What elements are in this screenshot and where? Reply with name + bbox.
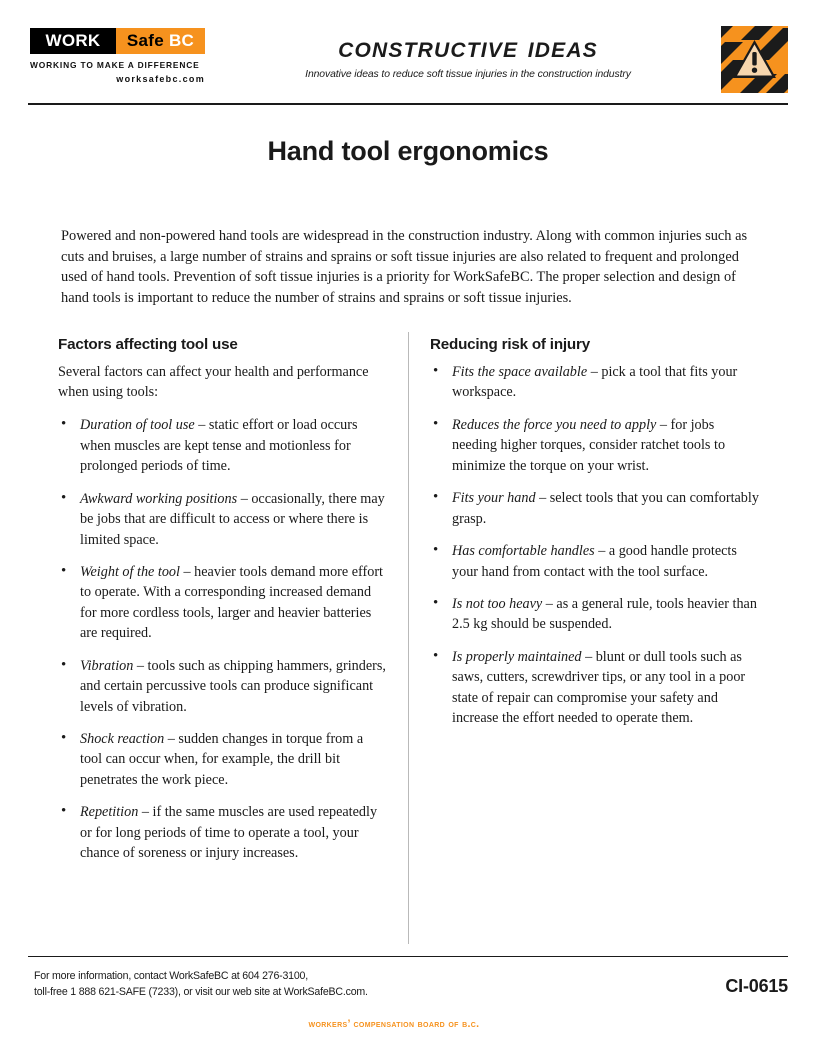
logo-website-url: worksafebc.com xyxy=(116,74,205,84)
list-item xyxy=(430,594,760,635)
bullet-text: – if the same muscles are used repeatedly or for long periods of time to operate a tool, your chance of soreness or injury increases. xyxy=(80,804,378,862)
page-title: Hand tool ergonomics xyxy=(267,136,549,166)
logo-word-safe: Safe xyxy=(126,31,164,50)
footer-contact-info xyxy=(34,968,594,1001)
column-factors-affecting-tool-use xyxy=(58,336,388,876)
bullet-text: – static effort or load occurs when muscles are kept tense and motionless for prolonged periods of time. xyxy=(80,417,358,475)
bullet-term: Is not too heavy xyxy=(452,595,543,612)
content-columns xyxy=(58,336,780,946)
column-reducing-risk-of-injury xyxy=(430,336,760,741)
page-header xyxy=(28,26,788,96)
list-item xyxy=(430,541,760,582)
page-footer xyxy=(34,968,788,1028)
bullet-text: – select tools that you can comfortably grasp. xyxy=(452,490,759,527)
list-item xyxy=(58,729,388,790)
logo-tagline: WORKING TO MAKE A DIFFERENCE xyxy=(30,60,200,70)
bullet-text: – occasionally, there may be jobs that are difficult to access or where there is limited space. xyxy=(80,490,385,548)
bullet-term: Awkward working positions xyxy=(80,490,238,507)
bullet-term: Has comfortable handles xyxy=(452,543,595,560)
masthead xyxy=(233,32,703,80)
bullet-term: Is properly maintained xyxy=(452,648,582,665)
list-item xyxy=(430,415,760,476)
list-item xyxy=(58,802,388,863)
list-item xyxy=(430,647,760,729)
right-bullet-list xyxy=(430,362,760,729)
bullet-text: – sudden changes in torque from a tool can occur when, for example, the drill bit penetrates the work piece. xyxy=(80,731,364,788)
masthead-subtitle: Innovative ideas to reduce soft tissue injuries in the construction industry xyxy=(305,68,631,80)
bullet-term: Duration of tool use xyxy=(80,417,195,434)
bullet-term: Reduces the force you need to apply xyxy=(452,416,657,433)
list-item xyxy=(58,415,388,476)
logo-wordmark xyxy=(30,28,205,54)
column-divider xyxy=(408,332,409,944)
publication-code: CI-0615 xyxy=(725,976,788,996)
bullet-term: Vibration xyxy=(80,657,134,674)
list-item xyxy=(58,489,388,550)
bullet-text: – tools such as chipping hammers, grinders, and certain percussive tools can produce significant levels of vibration. xyxy=(80,657,386,715)
bullet-text: – for jobs needing higher torques, consider ratchet tools to minimize the torque on your wrist. xyxy=(452,416,726,474)
left-column-heading: Factors affecting tool use xyxy=(58,336,238,353)
masthead-title: constructive ideas xyxy=(338,31,598,64)
footer-contact-line-2: toll-free 1 888 621-SAFE (7233), or visit our web site at WorkSafeBC.com. xyxy=(34,986,368,999)
bullet-text: – blunt or dull tools such as saws, cutters, screwdriver tips, or any tool in a poor state of repair can compromise your safety and increase the effort needed to operate them. xyxy=(452,648,746,727)
footer-divider xyxy=(28,956,788,957)
bullet-text: – as a general rule, tools heavier than 2.5 kg should be suspended. xyxy=(452,595,757,633)
logo-word-bc: BC xyxy=(168,31,195,50)
warning-triangle-icon xyxy=(721,26,788,93)
bullet-text: – heavier tools demand more effort to operate. With a corresponding increased demand for more cordless tools, larger and heavier batteries are required. xyxy=(80,563,383,642)
list-item xyxy=(58,562,388,644)
right-column-heading: Reducing risk of injury xyxy=(430,336,590,353)
footer-contact-line-1: For more information, contact WorkSafeBC at 604 276-3100, xyxy=(34,970,308,982)
bullet-term: Fits your hand xyxy=(452,490,536,507)
intro-paragraph: Powered and non-powered hand tools are widespread in the construction industry. Along with common injuries such as cuts and bruises, a large number of strains and sprains or soft tissue injuries are also related to frequent and prolonged used of hand tools. Prevention of soft tissue injuries is a priority for WorkSafeBC. The proper selection and design of hand tools is important to reduce the number of strains and sprains or soft tissue injuries. xyxy=(61,228,748,306)
list-item xyxy=(58,656,388,717)
left-column-lead: Several factors can affect your health and performance when using tools: xyxy=(58,364,369,401)
bullet-text: – a good handle protects your hand from contact with the tool surface. xyxy=(452,543,737,580)
worksafebc-logo xyxy=(30,28,208,84)
bullet-term: Fits the space available xyxy=(452,364,588,380)
bullet-term: Repetition xyxy=(80,804,139,821)
left-bullet-list xyxy=(58,415,388,863)
bullet-text: – pick a tool that fits your workspace. xyxy=(452,364,738,401)
logo-word-safebc xyxy=(116,28,205,54)
bullet-term: Shock reaction xyxy=(80,731,165,747)
bullet-term: Weight of the tool xyxy=(80,563,180,580)
list-item xyxy=(430,362,760,403)
logo-word-work: WORK xyxy=(30,28,116,54)
list-item xyxy=(430,488,760,529)
header-divider xyxy=(28,103,788,105)
wcb-attribution: workers’ compensation board of b.c. xyxy=(308,1018,480,1030)
